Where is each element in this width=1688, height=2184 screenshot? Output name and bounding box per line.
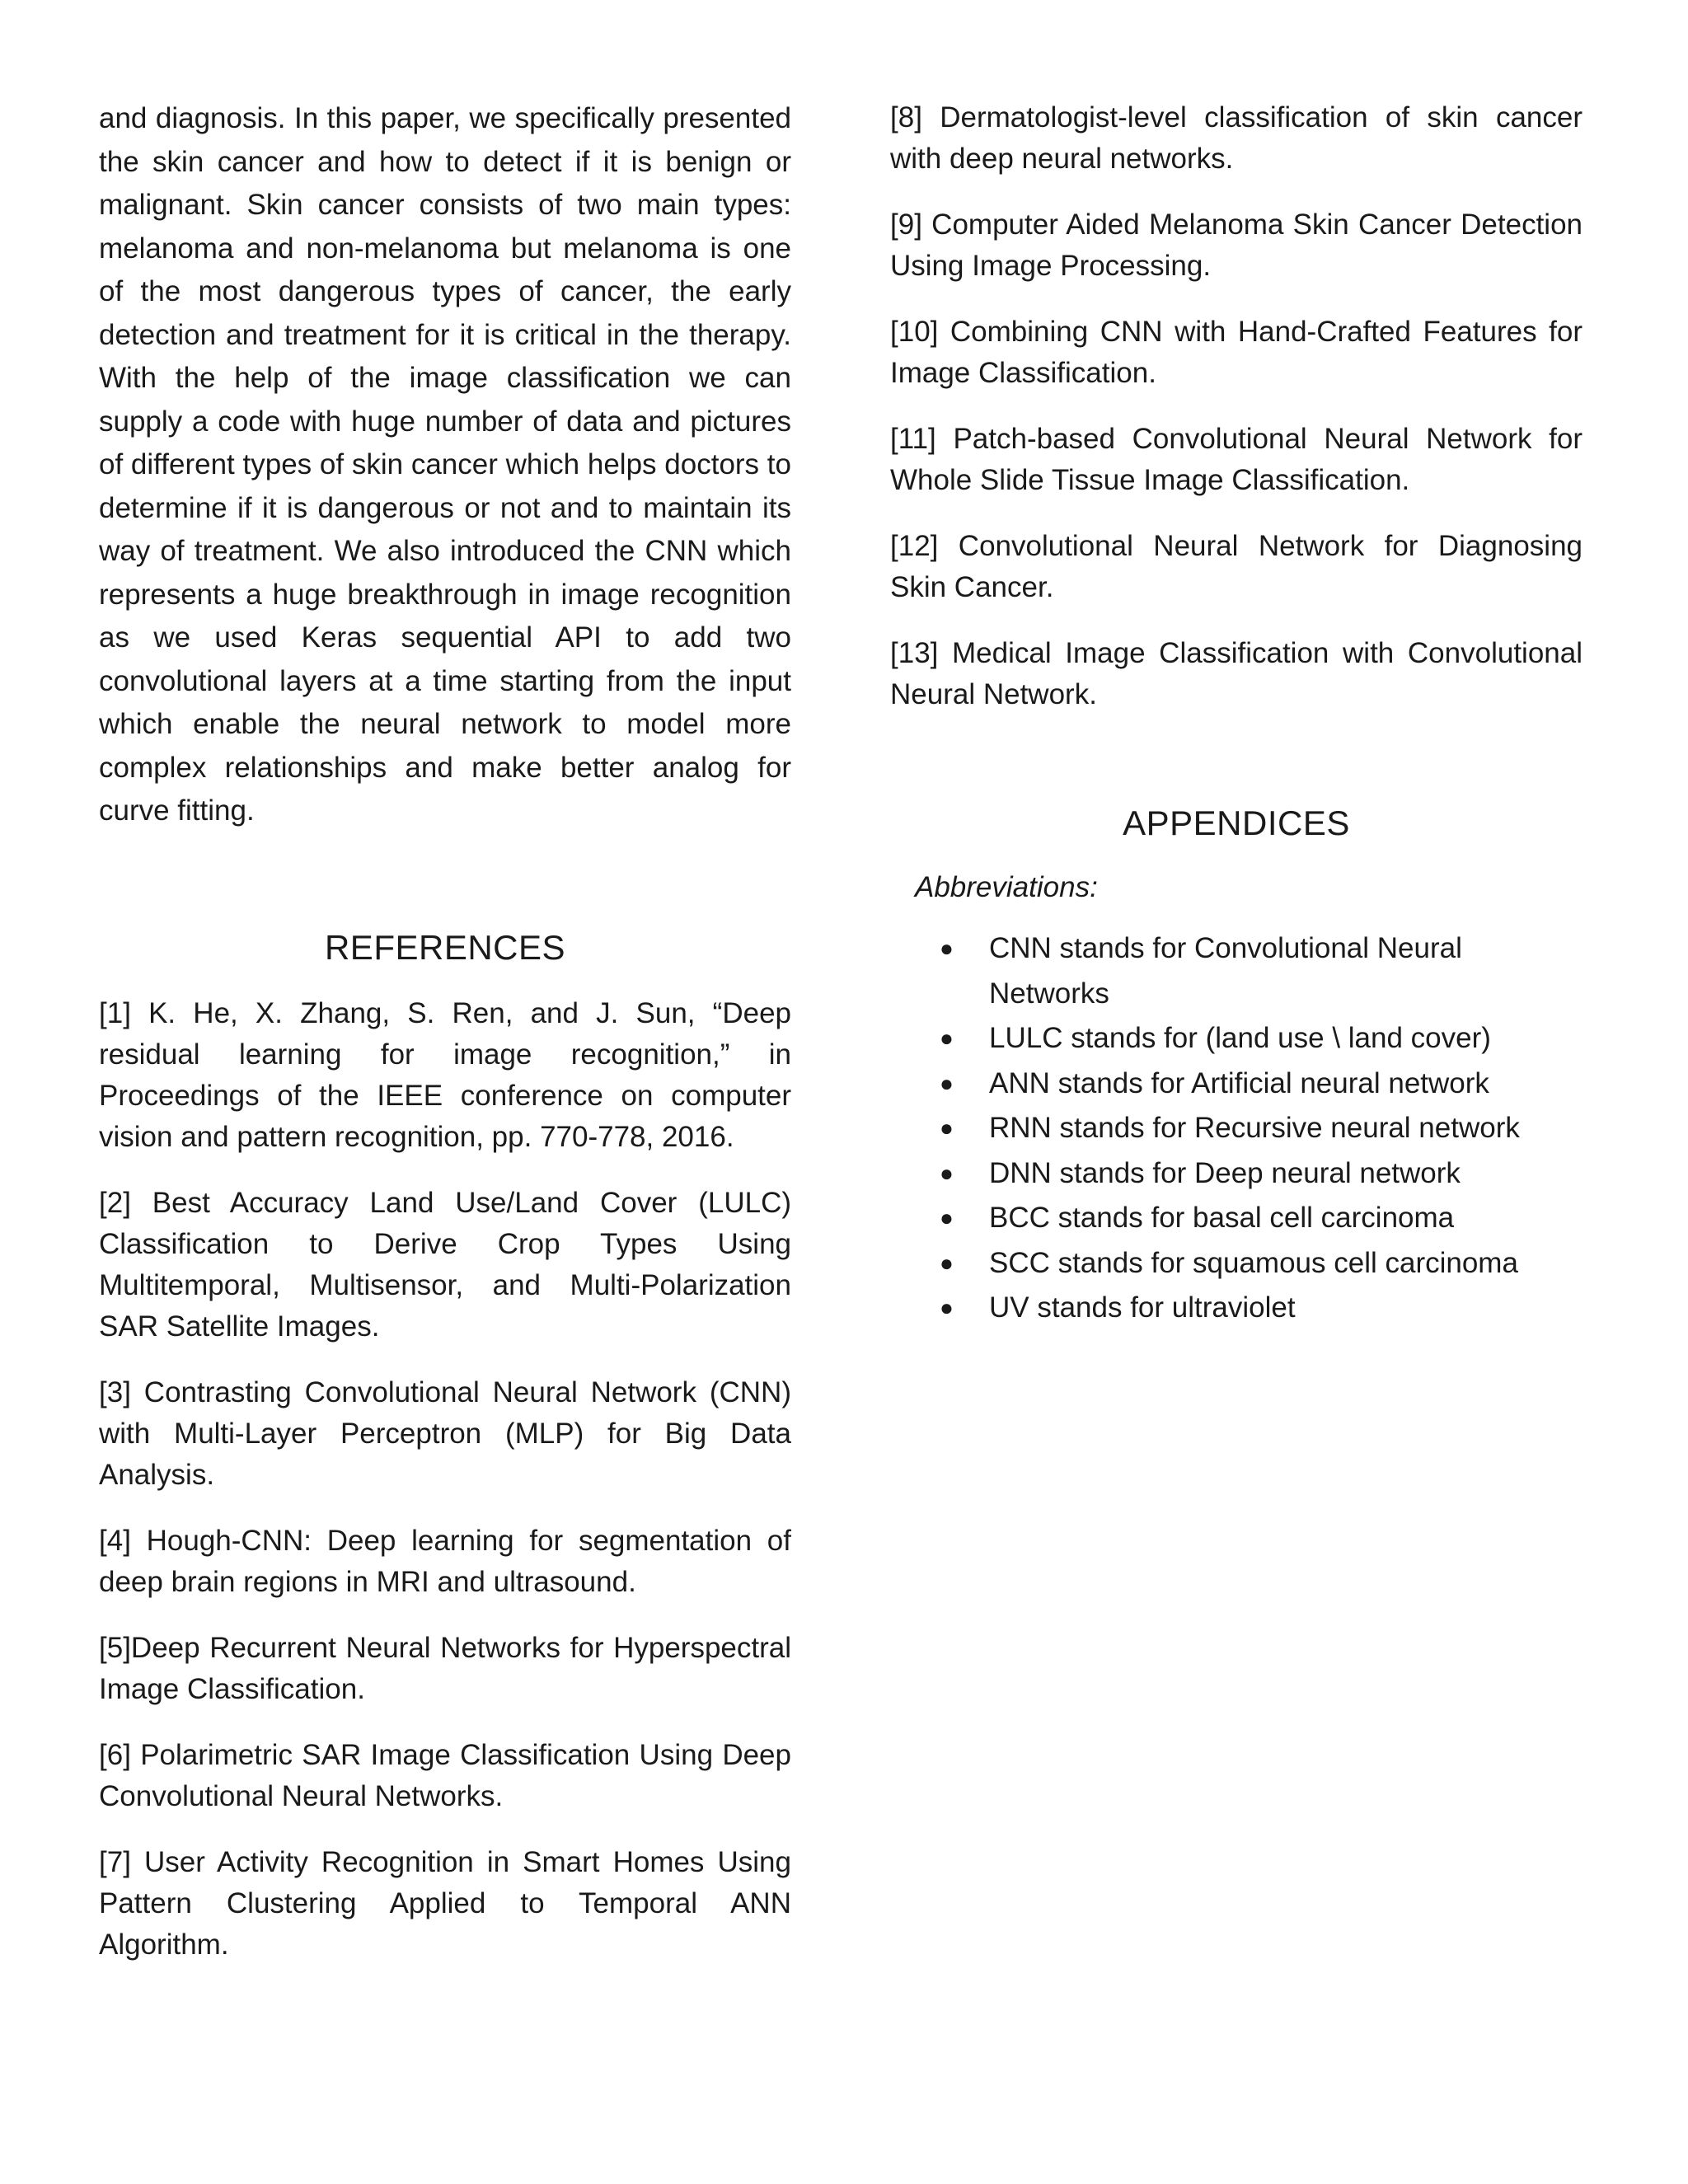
- references-list-right: [890, 97, 1582, 715]
- reference-13: [13] Medical Image Classification with Convolutional Neural Network.: [890, 637, 1582, 710]
- bullet-icon: ●: [940, 1295, 954, 1320]
- left-column: [99, 97, 791, 1990]
- reference-4: [4] Hough-CNN: Deep learning for segmentation of deep brain regions in MRI and ultrasound.: [99, 1524, 791, 1598]
- reference-11: [11] Patch-based Convolutional Neural Network for Whole Slide Tissue Image Classification.: [890, 423, 1582, 496]
- abbreviation-item: [940, 1151, 1582, 1197]
- right-column: [890, 97, 1582, 1331]
- bullet-icon: ●: [940, 1249, 954, 1276]
- reference-9: [9] Computer Aided Melanoma Skin Cancer Detection Using Image Processing.: [890, 209, 1582, 282]
- references-heading: REFERENCES: [324, 927, 566, 967]
- appendices-heading: APPENDICES: [1123, 804, 1350, 842]
- abbreviation-item: [940, 1196, 1582, 1241]
- reference-3: [3] Contrasting Convolutional Neural Network (CNN) with Multi-Layer Perceptron (MLP) for Big Data Analysis.: [99, 1376, 791, 1491]
- reference-10: [10] Combining CNN with Hand-Crafted Features for Image Classification.: [890, 316, 1582, 389]
- abbreviation-text: UV stands for ultraviolet: [989, 1291, 1296, 1324]
- reference-12: [12] Convolutional Neural Network for Diagnosing Skin Cancer.: [890, 530, 1582, 603]
- bullet-icon: ●: [940, 935, 954, 961]
- abbreviation-item: [940, 1106, 1582, 1151]
- abbreviation-item: [940, 1016, 1582, 1062]
- reference-5: [5]Deep Recurrent Neural Networks for Hyperspectral Image Classification.: [99, 1631, 791, 1705]
- reference-2: [2] Best Accuracy Land Use/Land Cover (LULC) Classification to Derive Crop Types Using Multitemporal, Multisensor, and Multi-Polarization SAR Satellite Images.: [99, 1186, 791, 1343]
- abbreviation-item: [940, 1062, 1582, 1107]
- intro-paragraph: and diagnosis. In this paper, we specifically presented the skin cancer and how to detect if it is benign or malignant. Skin cancer consists of two main types: melanoma and non-melanoma but melanoma is one of the most dangerous types of cancer, the early detection and treatment for it is critical in the therapy. With the help of the image classification we can supply a code with huge number of data and pictures of different types of skin cancer which helps doctors to determine if it is dangerous or not and to maintain its way of treatment. We also introduced the CNN which represents a huge breakthrough in image recognition as we used Keras sequential API to add two convolutional layers at a time starting from the input which enable the neural network to model more complex relationships and make better analog for curve fitting.: [99, 102, 791, 827]
- abbreviation-text: CNN stands for Convolutional Neural Networks: [989, 932, 1462, 1010]
- abbreviation-text: RNN stands for Recursive neural network: [989, 1112, 1520, 1144]
- abbreviation-text: LULC stands for (land use \ land cover): [989, 1022, 1491, 1054]
- abbreviation-text: SCC stands for squamous cell carcinoma: [989, 1246, 1518, 1279]
- reference-8: [8] Dermatologist-level classification of skin cancer with deep neural networks.: [890, 101, 1582, 175]
- reference-1: [1] K. He, X. Zhang, S. Ren, and J. Sun, “Deep residual learning for image recognition,” in Proceedings of the IEEE conference on computer vision and pattern recognition, pp. 770-778, 2016.: [99, 996, 791, 1153]
- reference-7: [7] User Activity Recognition in Smart Homes Using Pattern Clustering Applied to Temporal ANN Algorithm.: [99, 1845, 791, 1961]
- abbreviations-list: [890, 926, 1582, 1331]
- abbreviation-item: [940, 926, 1582, 1016]
- abbreviation-item: [940, 1241, 1582, 1286]
- bullet-icon: ●: [940, 1070, 954, 1096]
- bullet-icon: ●: [940, 1160, 954, 1186]
- bullet-icon: ●: [940, 1115, 954, 1141]
- abbreviations-label: Abbreviations:: [915, 871, 1098, 903]
- abbreviation-item: [940, 1286, 1582, 1331]
- bullet-icon: ●: [940, 1205, 954, 1230]
- reference-6: [6] Polarimetric SAR Image Classification Using Deep Convolutional Neural Networks.: [99, 1738, 791, 1812]
- references-list-left: [99, 993, 791, 1966]
- abbreviation-text: DNN stands for Deep neural network: [989, 1156, 1461, 1189]
- abbreviation-text: ANN stands for Artificial neural network: [989, 1066, 1489, 1099]
- abbreviation-text: BCC stands for basal cell carcinoma: [989, 1202, 1455, 1234]
- bullet-icon: ●: [940, 1025, 954, 1051]
